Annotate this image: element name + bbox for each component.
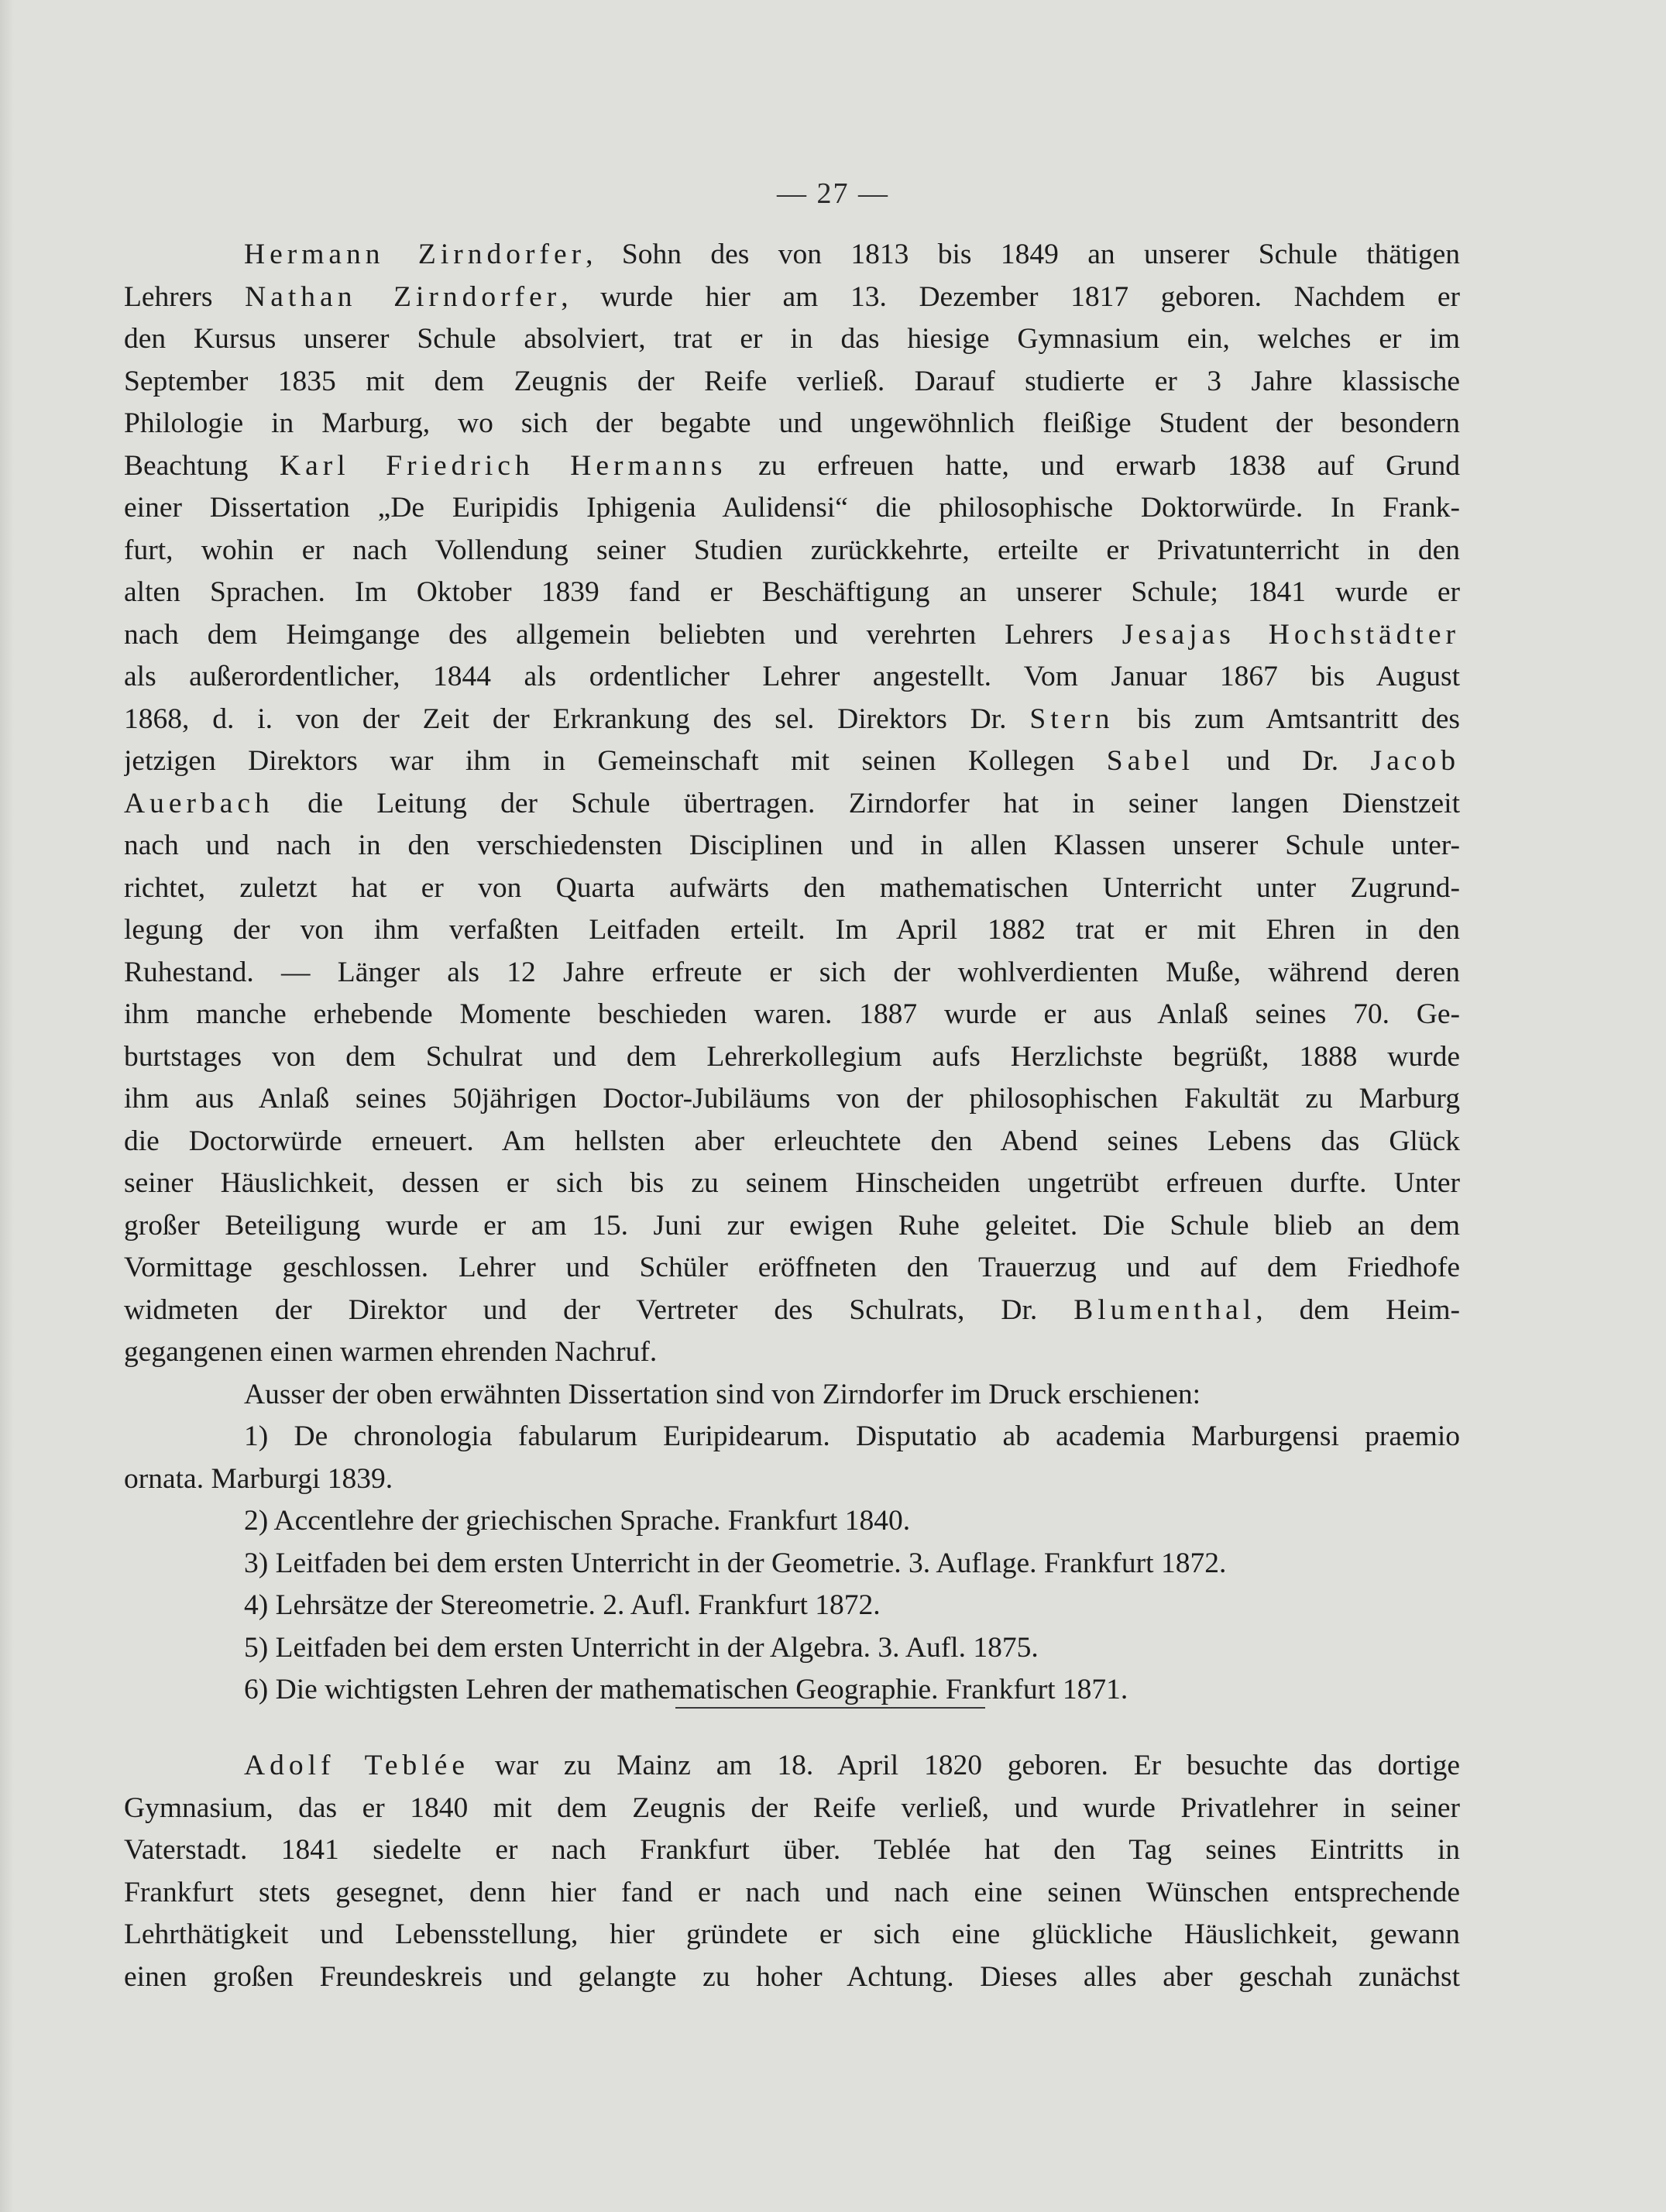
text-line: Gymnasium, das er 1840 mit dem Zeugnis der Reife verließ, und wurde Privatlehrer in seiner	[124, 1791, 1460, 1824]
text-line: ihm manche erhebende Momente beschieden waren. 1887 wurde er aus Anlaß seines 70. Ge-	[124, 998, 1460, 1030]
publication-item: 1) De chronologia fabularum Euripidearum. Disputatio ab academia Marburgensi praemio	[244, 1420, 1460, 1452]
publication-item: 4) Lehrsätze der Stereometrie. 2. Aufl. Frankfurt 1872.	[244, 1589, 881, 1621]
person-name: Jesajas Hochstädter	[1122, 618, 1460, 651]
text-line: ihm aus Anlaß seines 50jährigen Doctor-Jubiläums von der philosophischen Fakultät zu Marburg	[124, 1083, 1460, 1115]
person-name: Blumenthal	[1073, 1293, 1256, 1326]
text-line: Lehrthätigkeit und Lebensstellung, hier gründete er sich eine glückliche Häuslichkeit, gewann	[124, 1918, 1460, 1950]
text-line: die Doctorwürde erneuert. Am hellsten aber erleuchtete den Abend seines Lebens das Glück	[124, 1125, 1460, 1157]
teblee-biography	[124, 1745, 1460, 1998]
text-line: jetzigen Direktors war ihm in Gemeinschaft mit seinen Kollegen Sabel und Dr. Jacob	[124, 745, 1460, 777]
text-line: Lehrers Nathan Zirndorfer, wurde hier am 13. Dezember 1817 geboren. Nachdem er	[124, 280, 1460, 313]
zirndorfer-biography	[124, 234, 1460, 1712]
publication-item: 6) Die wichtigsten Lehren der mathematischen Geographie. Frankfurt 1871.	[244, 1674, 1128, 1705]
text-line: Vaterstadt. 1841 siedelte er nach Frankfurt über. Teblée hat den Tag seines Eintritts in	[124, 1834, 1460, 1866]
text-line: den Kursus unserer Schule absolviert, trat er in das hiesige Gymnasium ein, welches er im	[124, 323, 1460, 355]
person-name: Adolf Teblée	[244, 1750, 470, 1781]
publication-item: 3) Leitfaden bei dem ersten Unterricht in der Geometrie. 3. Auflage. Frankfurt 1872.	[244, 1547, 1227, 1579]
text-line: nach und nach in den verschiedensten Disciplinen und in allen Klassen unserer Schule unter-	[124, 830, 1460, 861]
person-name: Auerbach	[124, 787, 274, 819]
text-line: alten Sprachen. Im Oktober 1839 fand er Beschäftigung an unserer Schule; 1841 wurde er	[124, 576, 1460, 608]
text-line: Auerbach die Leitung der Schule übertragen. Zirndorfer hat in seiner langen Dienstzeit	[124, 787, 1460, 819]
text-line: furt, wohin er nach Vollendung seiner Studien zurückkehrte, erteilte er Privatunterricht in den	[124, 534, 1460, 566]
person-name: Karl Friedrich Hermanns	[279, 449, 727, 482]
person-name: Jacob	[1370, 745, 1460, 777]
text-line: gegangenen einen warmen ehrenden Nachruf.	[124, 1336, 658, 1368]
text-line: widmeten der Direktor und der Vertreter des Schulrats, Dr. Blumenthal, dem Heim-	[124, 1293, 1460, 1326]
text-line: legung der von ihm verfaßten Leitfaden erteilt. Im April 1882 trat er mit Ehren in den	[124, 914, 1460, 946]
text-line: burtstages von dem Schulrat und dem Lehrerkollegium aufs Herzlichste begrüßt, 1888 wurde	[124, 1040, 1460, 1073]
text-line: 1868, d. i. von der Zeit der Erkrankung des sel. Direktors Dr. Stern bis zum Amtsantritt des	[124, 702, 1460, 735]
text-line: seiner Häuslichkeit, dessen er sich bis zu seinem Hinscheiden ungetrübt erfreuen durfte. Unter	[124, 1167, 1460, 1199]
section-divider	[675, 1707, 985, 1709]
text-line: einer Dissertation „De Euripidis Iphigenia Aulidensi“ die philosophische Doktorwürde. In Frank-	[124, 492, 1460, 524]
person-name: Stern	[1029, 702, 1115, 735]
publication-item-continuation: ornata. Marburgi 1839.	[124, 1462, 393, 1495]
text-line: Ruhestand. — Länger als 12 Jahre erfreute er sich der wohlverdienten Muße, während deren	[124, 956, 1460, 988]
text-line: Beachtung Karl Friedrich Hermanns zu erfreuen hatte, und erwarb 1838 auf Grund	[124, 449, 1460, 482]
publication-item: 5) Leitfaden bei dem ersten Unterricht in der Algebra. 3. Aufl. 1875.	[244, 1631, 1039, 1664]
text-line: Philologie in Marburg, wo sich der begabte und ungewöhnlich fleißige Student der besondern	[124, 407, 1460, 439]
text-line: nach dem Heimgange des allgemein beliebten und verehrten Lehrers Jesajas Hochstädter	[124, 618, 1460, 651]
scan-edge-shadow	[0, 0, 14, 2212]
publication-item: 2) Accentlehre der griechischen Sprache. Frankfurt 1840.	[244, 1505, 911, 1537]
person-name: Hermann Zirndorfer	[244, 239, 586, 270]
person-name: Sabel	[1106, 745, 1195, 777]
text-line: als außerordentlicher, 1844 als ordentlicher Lehrer angestellt. Vom Januar 1867 bis August	[124, 661, 1460, 692]
text-line: richtet, zuletzt hat er von Quarta aufwärts den mathematischen Unterricht unter Zugrund-	[124, 871, 1460, 904]
publications-heading: Ausser der oben erwähnten Dissertation sind von Zirndorfer im Druck erschienen:	[244, 1378, 1201, 1410]
person-name: Nathan Zirndorfer	[245, 280, 562, 313]
text-line: September 1835 mit dem Zeugnis der Reife verließ. Darauf studierte er 3 Jahre klassische	[124, 365, 1460, 397]
text-line: Vormittage geschlossen. Lehrer und Schüler eröffneten den Trauerzug und auf dem Friedhofe	[124, 1252, 1460, 1283]
page-number: — 27 —	[777, 177, 889, 210]
text-line: Frankfurt stets gesegnet, denn hier fand er nach und nach eine seinen Wünschen entsprechende	[124, 1876, 1460, 1908]
text-line: Adolf Teblée war zu Mainz am 18. April 1820 geboren. Er besuchte das dortige	[244, 1750, 1460, 1781]
text-line: einen großen Freundeskreis und gelangte zu hoher Achtung. Dieses alles aber geschah zunächst	[124, 1960, 1460, 1993]
text-line: großer Beteiligung wurde er am 15. Juni zur ewigen Ruhe geleitet. Die Schule blieb an dem	[124, 1209, 1460, 1242]
text-line: Hermann Zirndorfer, Sohn des von 1813 bis 1849 an unserer Schule thätigen	[244, 239, 1460, 270]
